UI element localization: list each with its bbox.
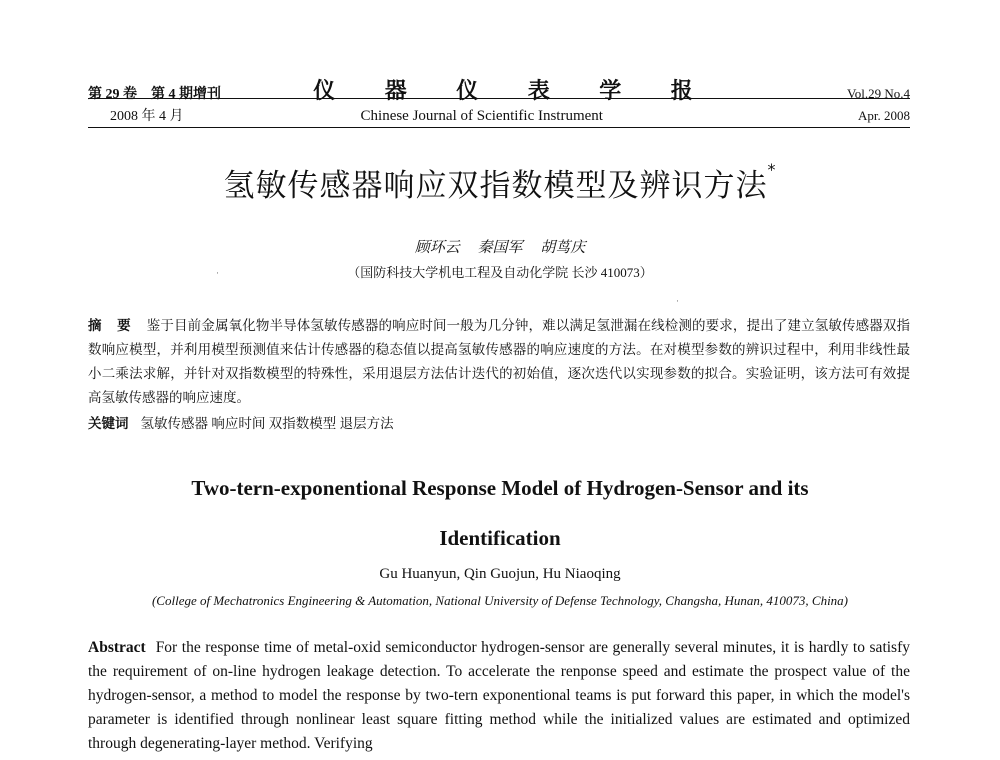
title-cn-text: 氢敏传感器响应双指数模型及辨识方法 bbox=[223, 168, 768, 204]
abstract-cn bbox=[88, 314, 910, 410]
scan-speck: · bbox=[676, 296, 679, 306]
issue-info: 第 29 卷 第 4 期增刊 bbox=[88, 87, 221, 102]
header-divider-thin bbox=[88, 98, 910, 99]
affiliation-cn: （国防科技大学机电工程及自动化学院 长沙 410073） bbox=[347, 265, 653, 280]
running-header-top bbox=[88, 74, 910, 105]
date-cn: 2008 年 4 月 bbox=[110, 109, 184, 124]
authors-cn: 顾环云 秦国军 胡茑庆 bbox=[414, 240, 586, 256]
date-en: Apr. 2008 bbox=[857, 108, 910, 123]
title-footnote-mark: * bbox=[767, 160, 777, 179]
header-divider bbox=[88, 127, 910, 128]
keywords-cn-label: 关键词 bbox=[88, 416, 129, 431]
abstract-en-text: For the response time of metal-oxid semiconductor hydrogen-sensor are generally several minutes, it is hardly to satisfy the requirement of on-line hydrogen leakage detection. To accelerate the renponse speed and estimate the prospect value of the hydrogen-sensor, a method to model the response by two-tern exponentional teams is put forward this paper, in which the model's parameter is identified through nonlinear least square fitting method while the initialized values are estimated and optimized through degenerating-layer method. Verifying bbox=[88, 639, 910, 752]
journal-name-cn: 仪 器 仪 表 学 报 bbox=[313, 78, 715, 103]
abstract-cn-text: 鉴于目前金属氧化物半导体氢敏传感器的响应时间一般为几分钟，难以满足氢泄漏在线检测的要求，提出了建立氢敏传感器双指数响应模型，并利用模型预测值来估计传感器的稳态值以提高氢敏传感器的响应速度的方法。在对模型参数的辨识过程中，利用非线性最小二乘法求解，并针对双指数模型的特殊性，采用退层方法估计迭代的初始值，逐次迭代以实现参数的拟合。实验证明，该方法可有效提高氢敏传感器的响应速度。 bbox=[88, 318, 911, 405]
running-header-bottom bbox=[88, 105, 910, 125]
affiliation-en: (College of Mechatronics Engineering & Automation, National University of Defense Technology, Changsha, Hunan, 410073, China) bbox=[151, 593, 849, 608]
keywords-cn-text: 氢敏传感器 响应时间 双指数模型 退层方法 bbox=[140, 416, 394, 431]
abstract-en-label: Abstract bbox=[88, 639, 146, 656]
volume-info: Vol.29 No.4 bbox=[847, 86, 910, 101]
scan-speck: · bbox=[216, 268, 219, 278]
abstract-cn-label: 摘 要 bbox=[88, 318, 137, 333]
journal-name-en: Chinese Journal of Scientific Instrument bbox=[360, 108, 603, 124]
keywords-cn bbox=[88, 412, 910, 432]
paper-title-en: Two-tern-exponentional Response Model of Hydrogen-Sensor and its Identification bbox=[191, 476, 809, 550]
paper-title-cn bbox=[0, 160, 1000, 205]
authors-en: Gu Huanyun, Qin Guojun, Hu Niaoqing bbox=[379, 566, 621, 582]
abstract-en bbox=[88, 636, 910, 756]
